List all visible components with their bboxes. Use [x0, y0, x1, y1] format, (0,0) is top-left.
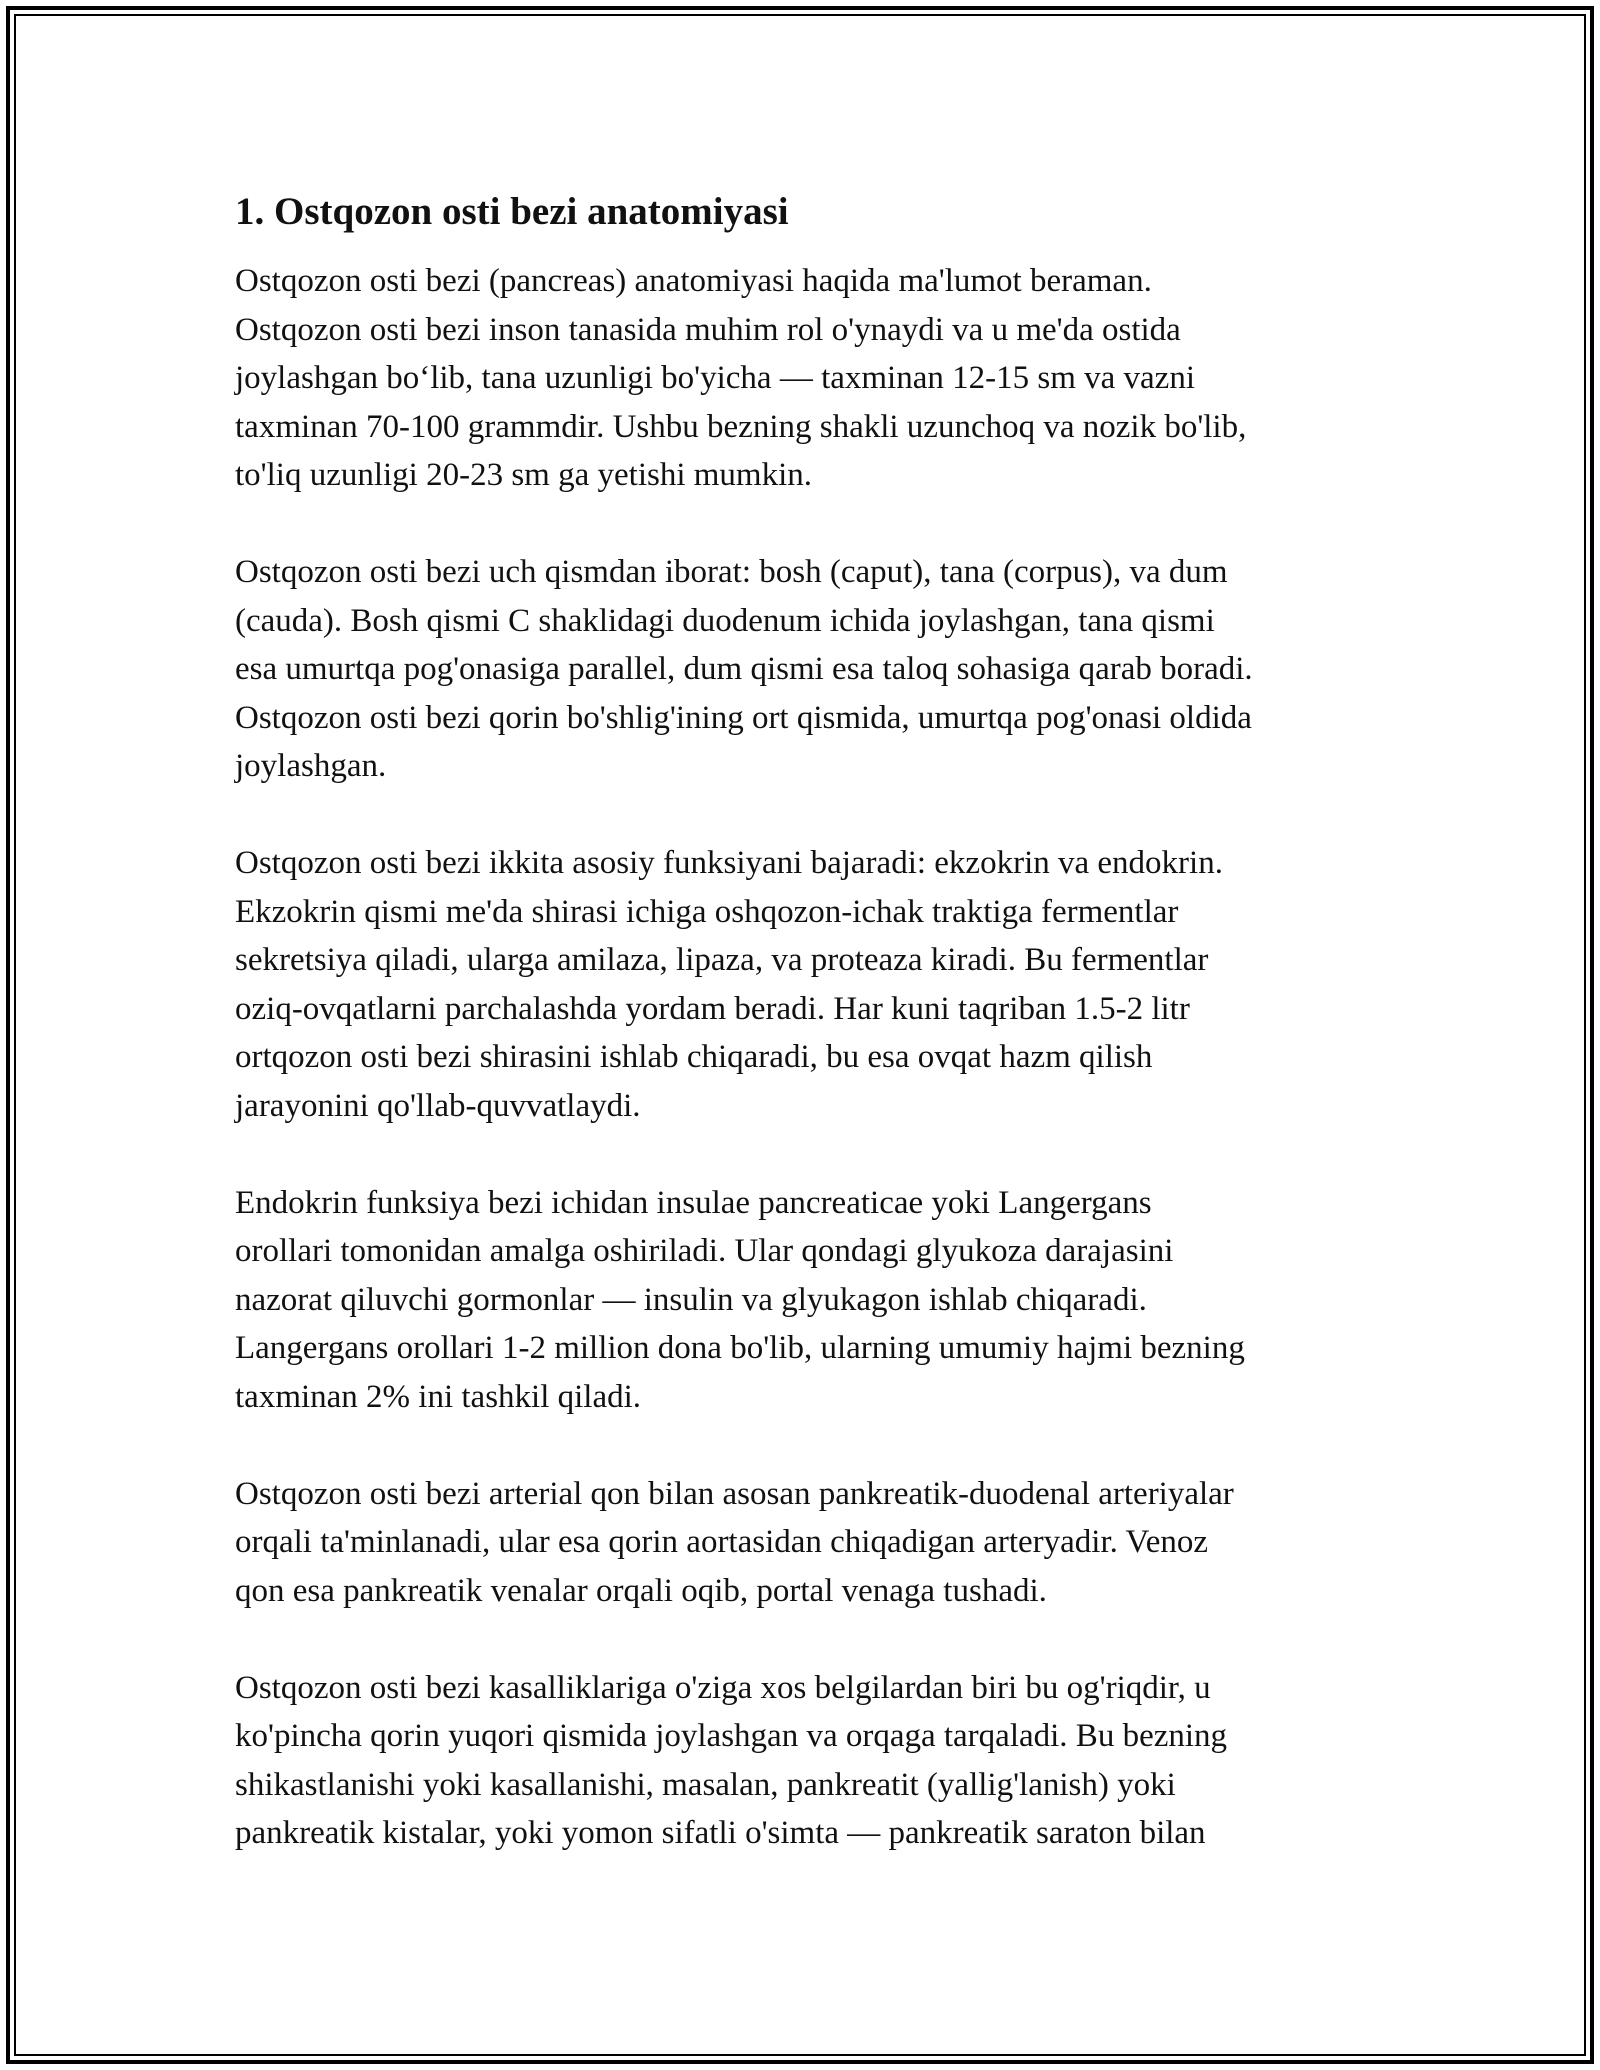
paragraph-functions: Ostqozon osti bezi ikkita asosiy funksiyani bajaradi: ekzokrin va endokrin. Ekzokrin qismi me'da shirasi ichiga oshqozon-ichak traktiga fermentlar sekretsiya qiladi, ularga amilaza, lipaza, va proteaza kiradi. Bu fermentlar oziq-ovqatlarni parchalashda yordam beradi. Har kuni taqriban 1.5-2 litr ortqozon osti bezi shirasini ishlab chiqaradi, bu esa ovqat hazm qilish jarayonini qo'llab-quvvatlaydi. [235, 845, 1223, 1124]
paragraph-diseases: Ostqozon osti bezi kasalliklariga o'ziga xos belgilardan biri bu og'riqdir, u ko'pincha qorin yuqori qismida joylashgan va orqaga tarqaladi. Bu bezning shikastlanishi yoki kasallanishi, masalan, pankreatit (yallig'lanish) yoki pankreatik kistalar, yoki yomon sifatli o'simta — pankreatik saraton bilan [235, 1669, 1228, 1851]
paragraph-anatomy-intro: Ostqozon osti bezi (pancreas) anatomiyasi haqida ma'lumot beraman. Ostqozon osti bezi inson tanasida muhim rol o'ynaydi va u me'da ostida joylashgan bo‘lib, tana uzunligi bo'yicha — taxminan 12-15 sm va vazni taxminan 70-100 grammdir. Ushbu bezning shakli uzunchoq va nozik bo'lib, to'liq uzunligi 20-23 sm ga yetishi mumkin. [235, 263, 1247, 493]
paragraph-parts: Ostqozon osti bezi uch qismdan iborat: bosh (caput), tana (corpus), va dum (cauda). Bosh qismi C shaklidagi duodenum ichida joylashgan, tana qismi esa umurtqa pog'onasiga parallel, dum qismi esa taloq sohasiga qarab boradi. Ostqozon osti bezi qorin bo'shlig'ining ort qismida, umurtqa pog'onasi oldida joylashgan. [235, 554, 1253, 784]
paragraph-endocrine: Endokrin funksiya bezi ichidan insulae pancreaticae yoki Langergans orollari tomonidan amalga oshiriladi. Ular qondagi glyukoza darajasini nazorat qiluvchi gormonlar — insulin va glyukagon ishlab chiqaradi. Langergans orollari 1-2 million dona bo'lib, ularning umumiy hajmi bezning taxminan 2% ini tashkil qiladi. [235, 1184, 1245, 1415]
section-heading: 1. Ostqozon osti bezi anatomiyasi [235, 190, 789, 233]
paragraph-blood-supply: Ostqozon osti bezi arterial qon bilan asosan pankreatik-duodenal arteriyalar orqali ta'minlanadi, ular esa qorin aortasidan chiqadigan arteryadir. Venoz qon esa pankreatik venalar orqali oqib, portal venaga tushadi. [235, 1475, 1234, 1609]
document-body [235, 187, 1385, 1858]
